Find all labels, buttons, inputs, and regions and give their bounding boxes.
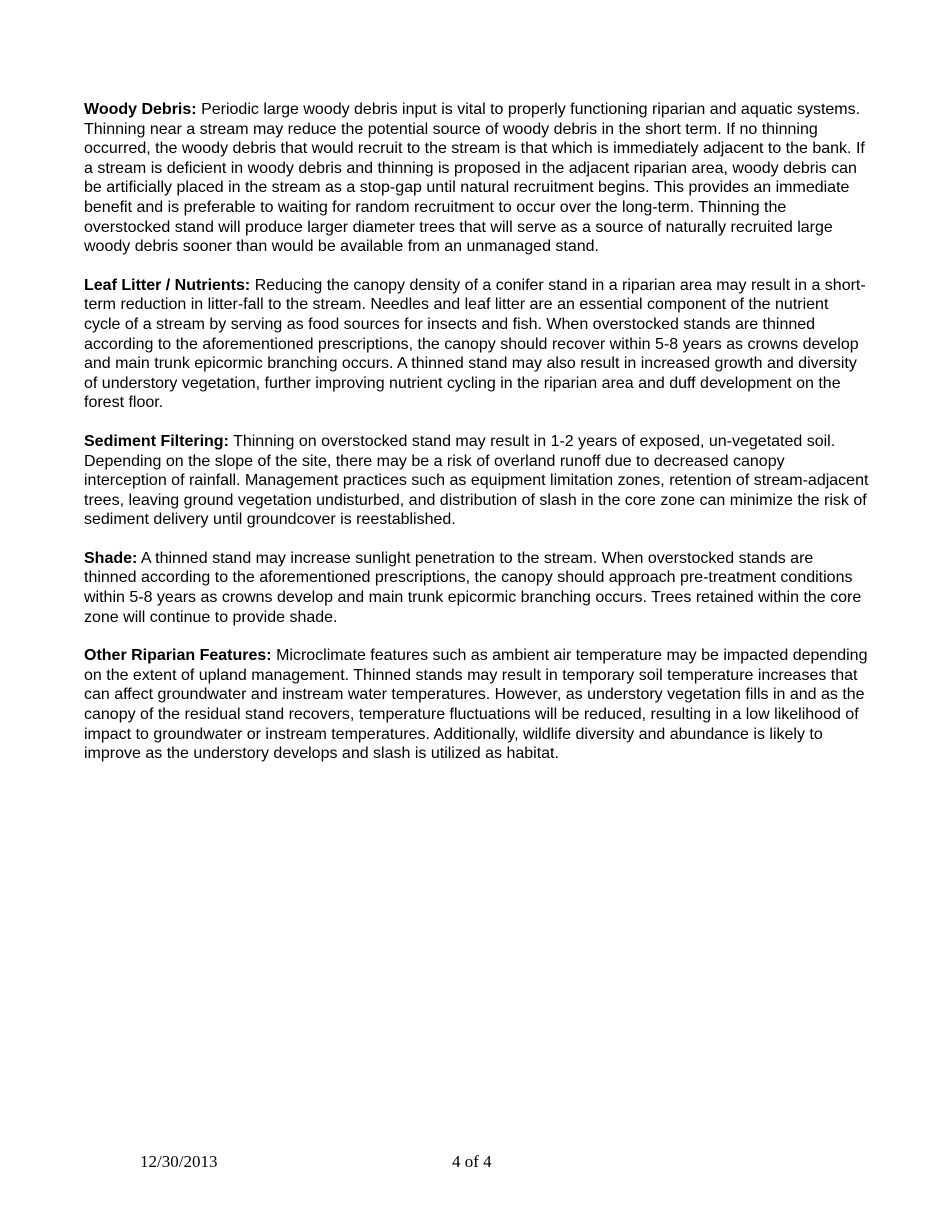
section-text: Reducing the canopy density of a conifer stand in a riparian area may result in a short-term reduction in litter-fall to the stream. Needles and leaf litter are an essential component of the nutrient cycle of a stream by serving as food sources for insects and fish. When overstocked stands are thinned according to the aforementioned prescriptions, the canopy should recover within 5-8 years as crowns develop and main trunk epicormic branching occurs. A thinned stand may also result in increased growth and diversity of understory vegetation, further improving nutrient cycling in the riparian area and duff development on the forest floor. [84,276,866,412]
section-woody-debris [84,100,869,257]
section-sediment-filtering [84,432,869,530]
page-footer [0,1152,950,1176]
section-text: Thinning on overstocked stand may result in 1-2 years of exposed, un-vegetated soil. Depending on the slope of the site, there may be a risk of overland runoff due to decreased canopy interception of rainfall. Management practices such as equipment limitation zones, retention of stream-adjacent trees, leaving ground vegetation undisturbed, and distribution of slash in the core zone can minimize the risk of sediment delivery until groundcover is reestablished. [84,432,869,529]
section-leaf-litter-nutrients [84,276,869,413]
section-heading: Shade: [84,549,138,567]
section-other-riparian-features [84,646,869,764]
footer-page-number: 4 of 4 [452,1152,492,1171]
section-text: Microclimate features such as ambient air temperature may be impacted depending on the extent of upland management. Thinned stands may result in temporary soil temperature increases that can affect groundwater and instream water temperatures. However, as understory vegetation fills in and as the canopy of the residual stand recovers, temperature fluctuations will be reduced, resulting in a low likelihood of impact to groundwater or instream temperatures. Additionally, wildlife diversity and abundance is likely to improve as the understory develops and slash is utilized as habitat. [84,647,868,763]
section-shade [84,549,869,627]
section-heading: Sediment Filtering: [84,432,229,450]
section-heading: Leaf Litter / Nutrients: [84,276,251,294]
footer-date: 12/30/2013 [140,1152,218,1171]
section-text: Periodic large woody debris input is vital to properly functioning riparian and aquatic systems. Thinning near a stream may reduce the potential source of woody debris in the short term. If no thinning occurred, the woody debris that would recruit to the stream is that which is immediately adjacent to the bank. If a stream is deficient in woody debris and thinning is proposed in the adjacent riparian area, woody debris can be artificially placed in the stream as a stop-gap until natural recruitment begins. This provides an immediate benefit and is preferable to waiting for random recruitment to occur over the long-term. Thinning the overstocked stand will produce larger diameter trees that will serve as a source of naturally recruited large woody debris sooner than would be available from an unmanaged stand. [84,101,865,256]
section-heading: Other Riparian Features: [84,647,272,665]
section-text: A thinned stand may increase sunlight penetration to the stream. When overstocked stands are thinned according to the aforementioned prescriptions, the canopy should approach pre-treatment conditions within 5-8 years as crowns develop and main trunk epicormic branching occurs. Trees retained within the core zone will continue to provide shade. [84,549,862,626]
section-heading: Woody Debris: [84,101,197,118]
document-body [84,100,869,783]
